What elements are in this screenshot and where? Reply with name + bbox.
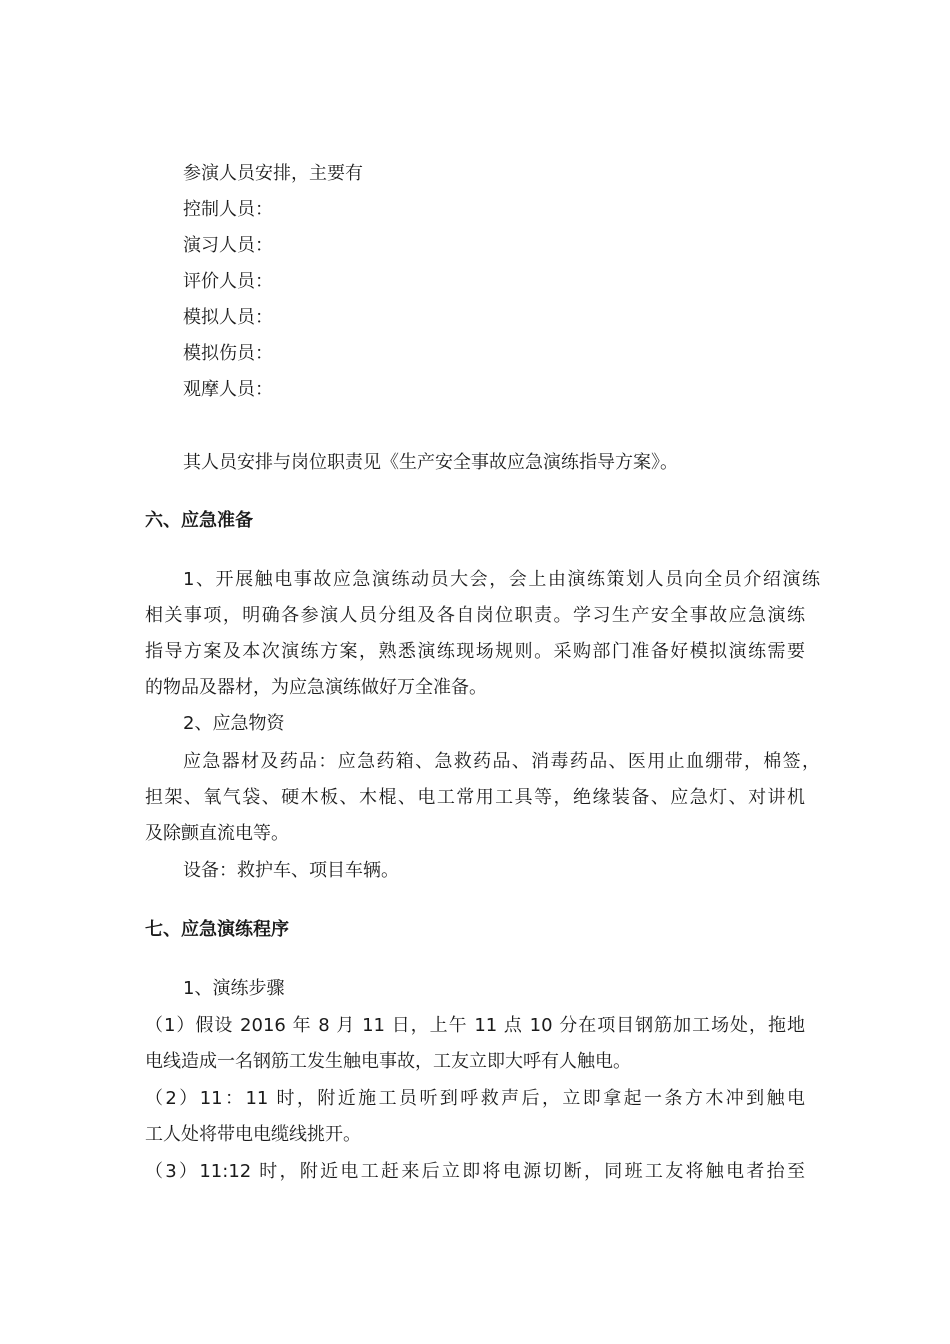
section-6-heading: 六、应急准备	[145, 510, 253, 531]
step-3-line: （3）11:12 时，附近电工赶来后立即将电源切断，同班工友将触电者抬至	[145, 1161, 805, 1182]
paragraph-line: 担架、氧气袋、硬木板、木棍、电工常用工具等，绝缘装备、应急灯、对讲机	[145, 787, 805, 808]
step-1-line: 电线造成一名钢筋工发生触电事故，工友立即大呼有人触电。	[145, 1051, 631, 1072]
role-control: 控制人员：	[183, 199, 273, 220]
roles-intro: 参演人员安排，主要有	[183, 163, 363, 184]
role-evaluator: 评价人员：	[183, 271, 273, 292]
paragraph-line: 的物品及器材，为应急演练做好万全准备。	[145, 677, 487, 698]
step-2-line: （2）11：11 时，附近施工员听到呼救声后，立即拿起一条方木冲到触电	[145, 1088, 805, 1109]
role-observer: 观摩人员：	[183, 379, 273, 400]
subheading-steps: 1、演练步骤	[183, 978, 285, 999]
role-exercise: 演习人员：	[183, 235, 273, 256]
section-7-heading: 七、应急演练程序	[145, 919, 289, 940]
step-1-line: （1）假设 2016 年 8 月 11 日，上午 11 点 10 分在项目钢筋加工场处，拖地	[145, 1015, 805, 1036]
equipment-line: 设备：救护车、项目车辆。	[183, 860, 399, 881]
roles-note: 其人员安排与岗位职责见《生产安全事故应急演练指导方案》。	[183, 452, 678, 473]
paragraph-line: 指导方案及本次演练方案，熟悉演练现场规则。采购部门准备好模拟演练需要	[145, 641, 805, 662]
role-simulator: 模拟人员：	[183, 307, 273, 328]
role-simulated-injured: 模拟伤员：	[183, 343, 273, 364]
paragraph-line: 应急器材及药品：应急药箱、急救药品、消毒药品、医用止血绷带，棉签，	[183, 751, 820, 772]
paragraph-line: 1、开展触电事故应急演练动员大会，会上由演练策划人员向全员介绍演练	[183, 569, 820, 590]
subheading-supplies: 2、应急物资	[183, 713, 285, 734]
paragraph-line: 相关事项，明确各参演人员分组及各自岗位职责。学习生产安全事故应急演练	[145, 605, 805, 626]
step-2-line: 工人处将带电电缆线挑开。	[145, 1124, 361, 1145]
paragraph-line: 及除颤直流电等。	[145, 823, 289, 844]
